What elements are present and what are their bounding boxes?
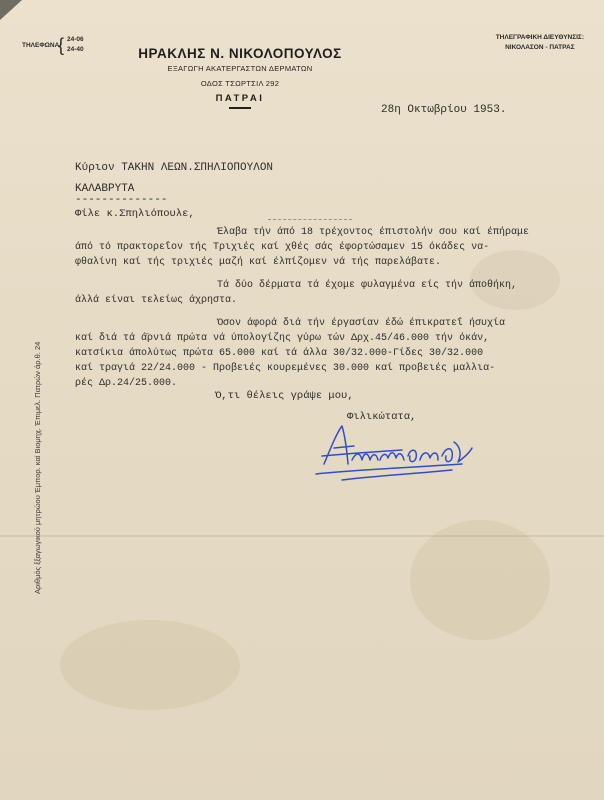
closing-line: Ό,τι θέλεις γράψε μου, bbox=[215, 390, 354, 402]
phone-label: ΤΗΛΕΦΩΝΑ: bbox=[22, 42, 62, 49]
telegraph-address: ΝΙΚΟΛΑΣΟΝ - ΠΑΤΡΑΣ bbox=[505, 44, 575, 51]
dashed-rule bbox=[268, 219, 352, 220]
street-address: ΟΔΟΣ ΤΣΩΡΤΣΙΛ 292 bbox=[200, 79, 280, 88]
company-name: ΗΡΑΚΛΗΣ Ν. ΝΙΚΟΛΟΠΟΥΛΟΣ bbox=[138, 46, 342, 61]
recipient-town: ΚΑΛΑΒΡΥΤΑ bbox=[75, 183, 135, 195]
body-line: Έλαβα τήν άπό 18 τρέχοντος έπιστολήν σου καί έπήραμε bbox=[217, 227, 530, 238]
city-underline bbox=[229, 107, 251, 109]
regards-line: Φιλικώτατα, bbox=[347, 411, 417, 423]
body-line: Τά δύο δέρματα τά έχομε φυλαγμένα είς τήν άποθήκη, bbox=[217, 280, 518, 291]
body-line: άπό τό πρακτορεΐον τής Τριχιές καί χθές σάς έφορτώσαμεν 15 όκάδες να- bbox=[75, 242, 490, 253]
torn-corner bbox=[0, 0, 22, 20]
brace-glyph: { bbox=[58, 35, 65, 55]
body-line: άλλά είναι τελείως άχρηστα. bbox=[75, 295, 238, 306]
body-line: φθαλίνη καί τής τριχιές μαζή καί έλπίζομεν νά τής παρελάβατε. bbox=[75, 257, 442, 268]
signature bbox=[312, 412, 480, 484]
body-line: καί τραγιά 22/24.000 - Προβειές κουρεμένες 30.000 καί προβειές μαλλια- bbox=[75, 363, 496, 374]
recipient: Κύριον ΤΑΚΗΝ ΛΕΩΝ.ΣΠΗΛΙΟΠΟΥΛΟΝ bbox=[75, 162, 274, 174]
letterhead bbox=[110, 46, 370, 109]
paper-stain bbox=[410, 520, 550, 640]
telegraph-label: ΤΗΛΕΓΡΑΦΙΚΗ ΔΙΕΥΘΥΝΣΙΣ: bbox=[495, 34, 584, 41]
phone-number: 24-06 bbox=[67, 36, 84, 43]
body-line: καί διά τά ά̈ρνιά πρώτα νά ύπολογίζης γύρω τών Δρχ.45/46.000 τήν όκάν, bbox=[75, 333, 490, 344]
body-line: Όσον άφορά διά τήν έργασίαν έδώ έπικρατεΐ ήσυχία bbox=[217, 318, 506, 329]
fold-crease bbox=[0, 535, 604, 537]
city-name: ΠΑΤΡΑΙ bbox=[215, 93, 265, 104]
letter-date: 28η Οκτωβρίου 1953. bbox=[381, 104, 507, 116]
salutation: Φίλε κ.Σπηλιόπουλε, bbox=[75, 208, 195, 220]
body-line: κατσίκια άπολύτως πρώτα 65.000 καί τά άλλα 30/32.000-Γίδες 30/32.000 bbox=[75, 348, 484, 359]
paper-stain bbox=[60, 620, 240, 710]
phone-number: 24-40 bbox=[67, 46, 84, 53]
telegraph-block bbox=[496, 33, 584, 53]
side-note: Αριθμός ξξαγωγικού μητρώου Έμπορ. καί Βιομηχ. Έπιμελ. Πατρών άρ.θ. 24 bbox=[33, 341, 42, 594]
separator-dashes: -------------- bbox=[75, 194, 168, 206]
business-line: ΕΞΑΓΩΓΗ ΑΚΑΤΕΡΓΑΣΤΩΝ ΔΕΡΜΑΤΩΝ bbox=[167, 64, 313, 73]
body-line: ρές Δρ.24/25.000. bbox=[75, 378, 178, 389]
